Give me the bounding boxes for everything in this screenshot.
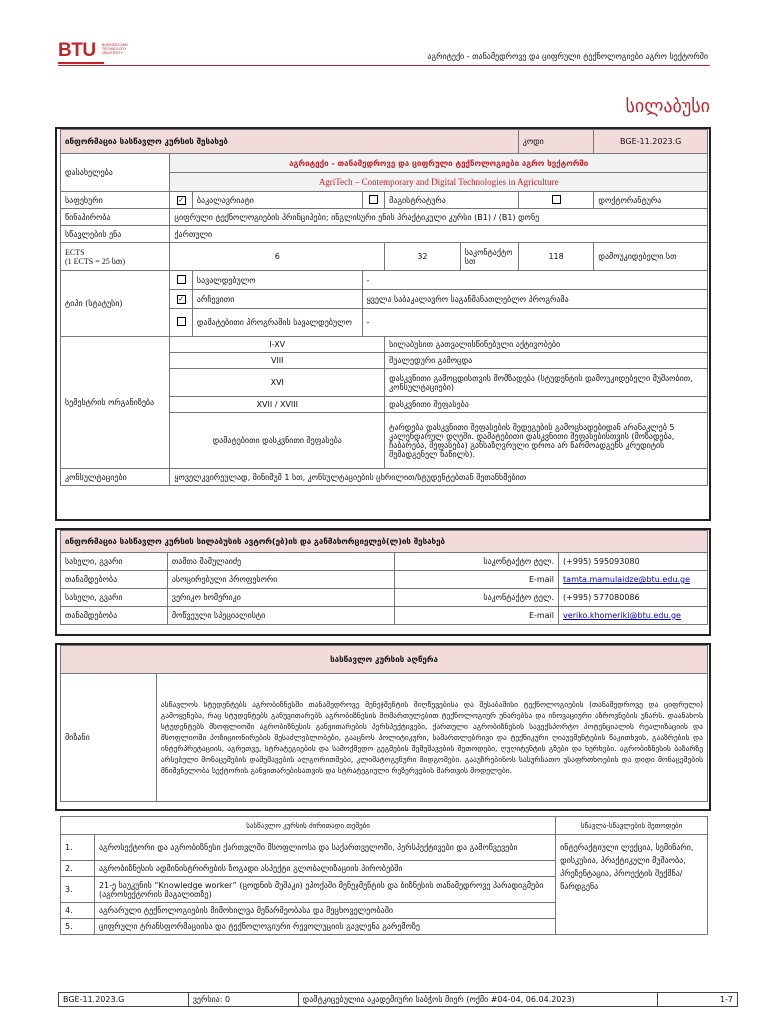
logo-bar	[58, 62, 104, 64]
goal-text: ასწავლოს სტუდენტებს აგრობიზნესში თანამედროვე მენეჯმენტის მიღწევებისა და შესაბამისი ტექნოლოგიების (თანამედროვე და ციფრული) გამოყენება, რაც სტუდენტებს განუვითარებს აგრობიზნესის მომართულებით ტექნოლოგიურ უნარებსა და ინოვაციური აზროვნების უნარს. დაანახოს სტუდენტებს მსოფლიოში აგრობიზნესის განვითარების პერსპექტივები, ქართული აგრობიზნესის სავექსპორტო პოტენციალის რეალიზაციის და მსოფლიოში პოზიციონირების შესაძლებლობები, გააცნოს პოლიტიკური, სამართლებრივი და ტექნიკური ღიაუემენტების წაკითხვის, გააზრების და ინტერპრეტაციის, აგრეთვე, სტრატეგიების და სამოქმედო გეგმების შემუშავების მეთოდები, ღუღიტენტის გზები და ხერხები. აგრობიზნესის ბაზარზე არსებული მონაცემების დამუშავების ალგორითმები, კლიმატოგენური მიდგომები. გააუზრებინოს სასურსათო უსაფრთხოების და დიდი მონაცემების მნიშვნელობა სექტორის განვითარებისათვის და სტრატეგიული რეზერვების მართვის მოდელები.	[156, 674, 707, 802]
logo-text: BTU	[58, 40, 96, 61]
lang-label: სწავლების ენა	[61, 226, 170, 243]
email-label: E-mail	[395, 571, 559, 589]
course-name-en: AgriTech – Contemporary and Digital Technologies in Agriculture	[170, 173, 708, 192]
topics-header: სასწავლო კურსის ძირითადი თემები	[61, 817, 556, 835]
prereq-value: ციფრული ტექნოლოგიების პრინციპები; ინგლისური ენის პრაქტიკული კურსი (B1) / (B1) დონე	[170, 209, 708, 226]
description-table	[60, 645, 708, 802]
topic-text: აგრარული ტექნოლოგიების მიმოხილვა მეწარმეობასა და მეცხოველეობაში	[94, 903, 555, 919]
name-label: სახელი, გვარი	[61, 553, 168, 571]
type-elective: არჩევითი	[192, 290, 362, 309]
type-label: ტიპი (სტატუსი)	[61, 271, 170, 337]
topic-text: აგრობიზნესის ადმინისტრირების ზოგადი ასპექტი გლობალიზაციის პირობებში	[94, 861, 555, 877]
author-name: თამთა მამულაიძე	[167, 553, 395, 571]
author-position: ასოცირებული პროფესორი	[167, 571, 395, 589]
ects-sub: (1 ECTS = 25 სთ)	[65, 256, 125, 266]
independent-label: დამოუკიდებელი სთ	[594, 243, 708, 271]
topic-num: 3.	[61, 877, 95, 903]
header-divider	[58, 65, 710, 66]
type-free: დამატებითი პროგრამის სავალდებულო	[192, 309, 362, 337]
level-master: მაგისტრატურა	[385, 192, 519, 209]
level-doctor: დოქტორანტურა	[594, 192, 708, 209]
sem-desc: დასკვნითი შეფასება	[385, 397, 708, 413]
position-label: თანამდებობა	[61, 571, 168, 589]
semester-label: სემესტრის ორგანიზება	[61, 337, 170, 469]
footer-page: 1-7	[658, 993, 738, 1007]
btu-logo	[58, 40, 130, 66]
name-label: სახელი, გვარი	[61, 589, 168, 607]
type-mandatory: სავალდებულო	[192, 271, 362, 290]
topic-text: ციფრული ტრანსფორმაციისა და ტექნოლოგიური რევოლუციის გავლენა გარემოზე	[94, 919, 555, 935]
checkbox-master	[362, 192, 384, 209]
topic-num: 2.	[61, 861, 95, 877]
code-label: კოდი	[518, 130, 594, 154]
course-info-table	[60, 129, 708, 486]
consult-label: კონსულტაციები	[61, 469, 170, 486]
sem-week: XVII / XVIII	[170, 397, 385, 413]
page-footer	[58, 992, 738, 1007]
checkbox-mandatory	[170, 271, 192, 290]
sem-week: VIII	[170, 353, 385, 369]
checkbox-free	[170, 309, 192, 337]
checkbox-bachelor	[170, 192, 192, 209]
position-label: თანამდებობა	[61, 607, 168, 625]
author-email-cell	[559, 571, 708, 589]
header-title: აგრიტექი - თანამედროვე და ციფრული ტექნოლოგიები აგრო სექტორში	[427, 52, 708, 61]
checkbox-doctor	[518, 192, 594, 209]
footer-version: ვერსია: 0	[188, 993, 298, 1007]
type-free-value: -	[362, 309, 707, 337]
contact-hours: 32	[385, 243, 461, 271]
sem-desc: დასკვნითი გამოცდისთვის მომზადება (სტუდენტის დამოუკიდებელი მუშაობით, კონსულტაციები)	[385, 369, 708, 397]
methods-text: ინტერაქტიული ლექცია, სემინარი, დისკუსია, პრაქტიკული მუშაობა, პრეზენტაცია, პროექტის შექმნა/წარდგენა	[556, 835, 708, 935]
author-name: ვერიკო ხომერიკი	[167, 589, 395, 607]
level-bachelor: ბაკალავრიატი	[192, 192, 362, 209]
author-position: მოწვეული სპეციალისტი	[167, 607, 395, 625]
check-icon: ✓	[178, 196, 185, 204]
author-email-link[interactable]: tamta.mamulaidze@btu.edu.ge	[563, 575, 690, 584]
course-code: BGE-11.2023.G	[594, 130, 708, 154]
checkbox-elective: ✓	[170, 290, 192, 309]
name-label: დასახელება	[61, 154, 170, 192]
topic-text: 21-ე საუკუნის “Knowledge worker” (ცოდნის მუშაკი) ეპოქაში მენეჯმენტის და ბიზნესის თანამედროვე პარადიგმები (აგროსექტორის მაგალითზე)	[94, 877, 555, 903]
sem-week: XVI	[170, 369, 385, 397]
ects-title: ECTS	[65, 247, 85, 257]
author-email-link[interactable]: veriko.khomeriki@btu.edu.ge	[563, 611, 681, 620]
consult-value: ყოველკვირეულად, მინიმუმ 1 სთ, კონსულტაციების ცხრილით/სტუდენტებთან შეთანხმებით	[170, 469, 708, 486]
sem-week: I-XV	[170, 337, 385, 353]
topic-text: აგროსექტორი და აგრობიზნესი ქართვლში მსოფლიოსა და საქართველოში, პერსპექტივები და გამოწვევები	[94, 835, 555, 861]
course-info-heading: ინფორმაცია სასწავლო კურსის შესახებ	[61, 130, 519, 154]
topic-num: 4.	[61, 903, 95, 919]
author-phone: (+995) 577080086	[559, 589, 708, 607]
footer-approved: დამტკიცებულია აკადემიური საბჭოს მიერ (ოქმი #04-04, 06.04.2023)	[298, 993, 657, 1007]
type-mandatory-value: -	[362, 271, 707, 290]
topics-table	[60, 816, 708, 935]
sem-desc: ტარდება დასკვნითი შეფასების შედეგების გამოცხადებიდან არანაკლებ 5 კალენდარულ დღეში. დამატებითი დასკვნითი შეფასებისთვის (მოზადება, ჩაბარება, შეფასება) განსაზღვრული დროა არ წარმოადგენს კრედიტის შემადგენელ ნაწილს).	[385, 413, 708, 469]
ects-label	[61, 243, 170, 271]
methods-header: სწავლა-სწავლების მეთოდები	[556, 817, 708, 835]
type-elective-value: ყველა საბაკალავრო საგანმანათლებლო პროგრამა	[362, 290, 707, 309]
ects-value: 6	[170, 243, 385, 271]
email-label: E-mail	[395, 607, 559, 625]
level-label: საფეხური	[61, 192, 170, 209]
logo-side-text: BUSINESS AND TECHNOLOGY UNIVERSITY	[102, 43, 128, 55]
sem-desc: შუალედური გამოცდა	[385, 353, 708, 369]
lang-value: ქართული	[170, 226, 708, 243]
phone-label: საკონტაქტო ტელ.	[395, 553, 559, 571]
goal-label: მიზანი	[61, 674, 157, 802]
sem-week: დამატებითი დასკვნითი შეფასება	[170, 413, 385, 469]
topic-num: 5.	[61, 919, 95, 935]
prereq-label: წინაპირობა	[61, 209, 170, 226]
contact-label: საკონტაქტო სთ	[460, 243, 518, 271]
description-heading: სასწავლო კურსის აღწერა	[61, 646, 708, 674]
authors-table	[60, 530, 708, 625]
footer-code: BGE-11.2023.G	[59, 993, 189, 1007]
course-name-ka: აგრიტექი - თანამედროვე და ციფრული ტექნოლოგიები აგრო სექტორში	[170, 154, 708, 173]
sem-desc: სილაბუსით გათვალისწინებული აქტივობები	[385, 337, 708, 353]
independent-hours: 118	[518, 243, 594, 271]
topic-num: 1.	[61, 835, 95, 861]
author-phone: (+995) 595093080	[559, 553, 708, 571]
phone-label: საკონტაქტო ტელ.	[395, 589, 559, 607]
author-email-cell	[559, 607, 708, 625]
page-title: სილაბუსი	[625, 96, 710, 117]
authors-heading: ინფორმაცია სასწავლო კურსის სილაბუსის ავტორ(ებ)ის და განმახორციელებ(ლ)ის შესახებ	[61, 531, 708, 553]
